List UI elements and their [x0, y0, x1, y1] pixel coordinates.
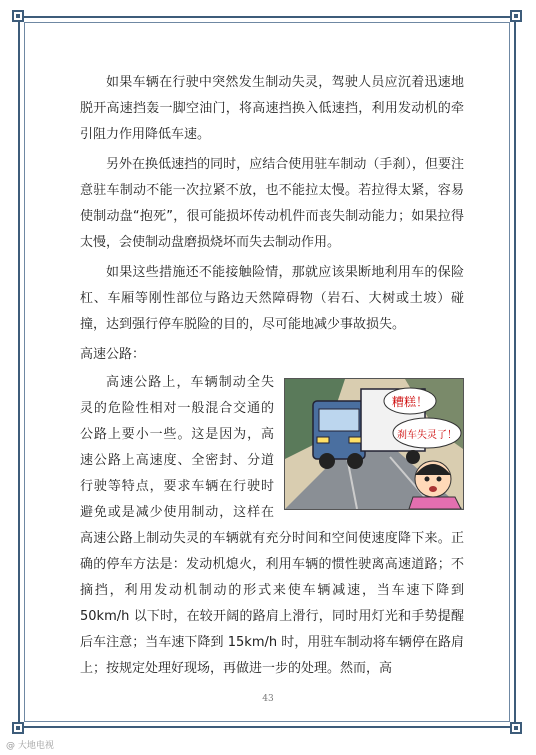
watermark: @ 大地电视	[6, 741, 54, 751]
corner-ornament	[510, 722, 522, 734]
paragraph-engine-braking: 如果车辆在行驶中突然发生制动失灵，驾驶人员应沉着迅速地脱开高速挡轰一脚空油门，将高速挡换入低速挡，利用发动机的牵引阻力作用降低车速。	[80, 75, 464, 142]
page-number: 43	[262, 694, 274, 704]
speech-bubble-1: 糟糕！	[391, 395, 429, 409]
paragraph-collision: 如果这些措施还不能接触险情，那就应该果断地利用车的保险杠、车厢等刚性部位与路边天然障碍物（岩石、大树或土坡）碰撞，达到强行停车脱险的目的，尽可能地减少事故损失。	[80, 265, 464, 332]
corner-ornament	[12, 10, 24, 22]
page-content	[80, 70, 464, 686]
section-heading: 高速公路：	[80, 347, 146, 362]
illustration-svg	[285, 379, 463, 509]
paragraph-handbrake: 另外在换低速挡的同时，应结合使用驻车制动（手刹），但要注意驻车制动不能一次拉紧不放，也不能拉太慢。若拉得太紧，容易使制动盘“抱死”，很可能损坏传动机件而丧失制动能力；如果拉得太慢，会使制动盘磨损烧坏而失去制动作用。	[80, 157, 464, 250]
corner-ornament	[12, 722, 24, 734]
brake-failure-illustration	[284, 378, 464, 510]
speech-bubble-2: 刹车失灵了！	[397, 430, 457, 441]
corner-ornament	[510, 10, 522, 22]
paragraph-highway: 高速公路上，车辆制动全失灵的危险性相对一般混合交通的公路上要小一些。这是因为，高速公路上高速度、全密封、分道行驶等特点，要求车辆在行驶时避免或是减少使用制动，这样在高速公路上制动失灵的车辆就有充分时间和空间使速度降下来。正确的停车方法是：发动机熄火，利用车辆的惯性驶离高速道路；不摘挡，利用发动机制动的形式来使车辆减速，当车速下降到 50km/h 以下时，在较开阔的路肩上滑行，同时用灯光和手势提醒后车注意；当车速下降到 15km/h 时，用驻车制动将车辆停在路肩上；按规定处理好现场，再做进一步的处理。然而，高	[80, 375, 464, 676]
